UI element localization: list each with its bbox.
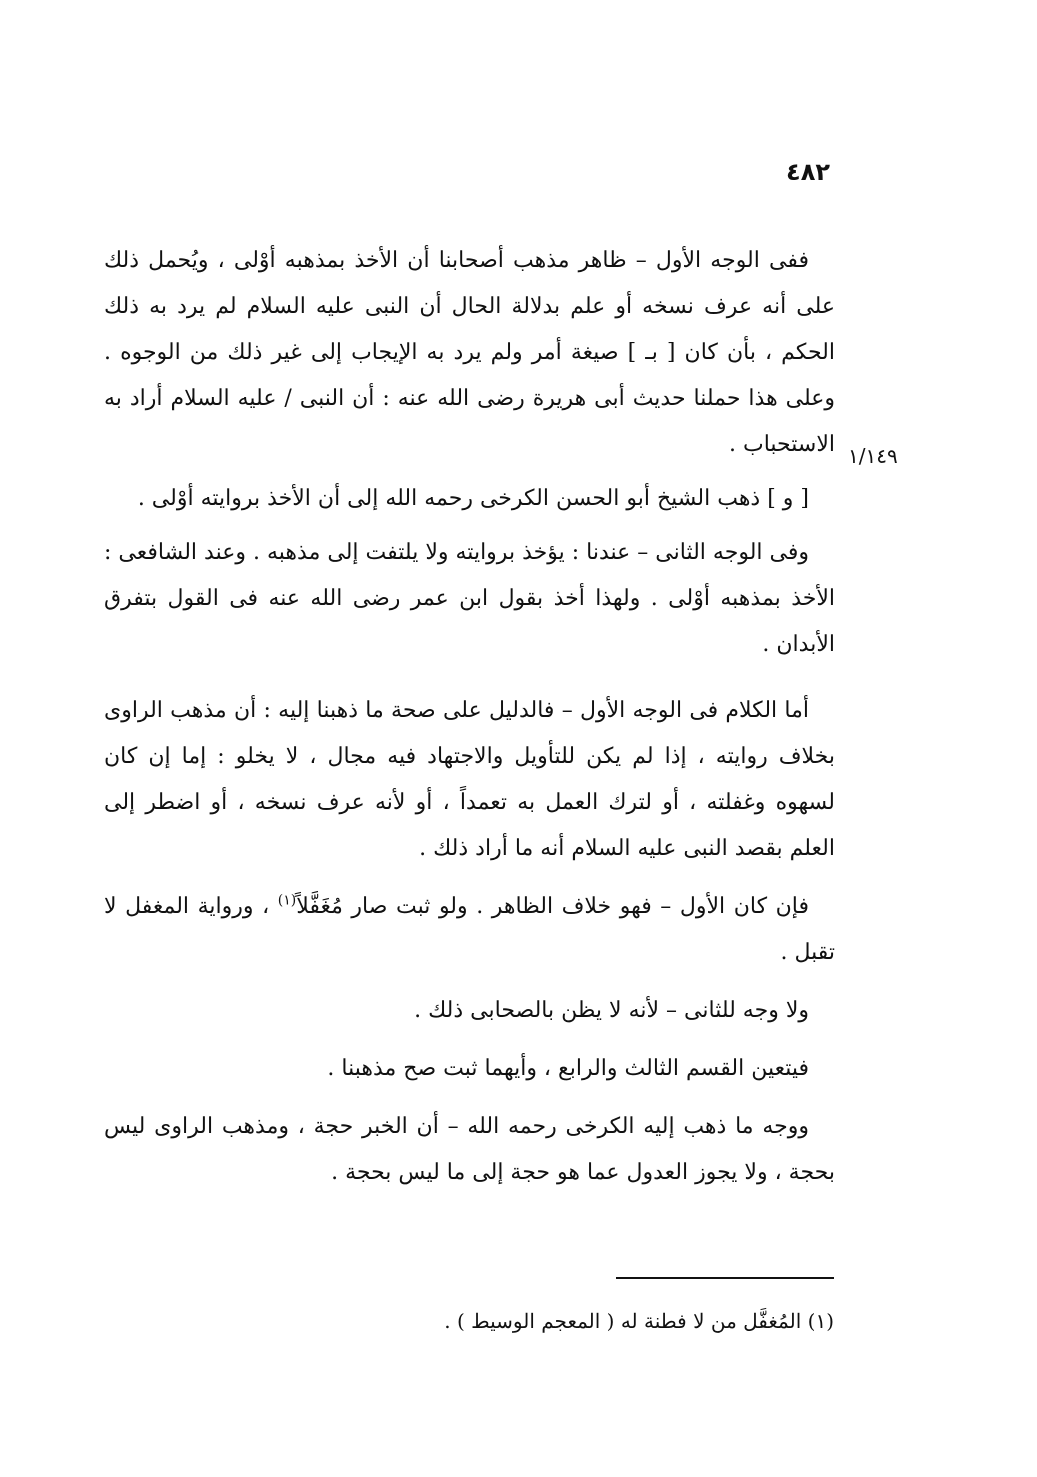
page-number: ٤٨٢: [786, 158, 830, 186]
paragraph-1: ففى الوجه الأول – ظاهر مذهب أصحابنا أن الأخذ بمذهبه أوْلى ، ويُحمل ذلك على أنه عرف نسخه أو علم بدلالة الحال أن النبى عليه السلام لم يرد به ذلك الحكم ، بأن كان [ بـ ] صيغة أمر ولم يرد به الإيجاب إلى غير ذلك من الوجوه . وعلى هذا حملنا حديث أبى هريرة رضى الله عنه : أن النبى / عليه السلام أراد به الاستحباب .: [104, 248, 835, 457]
paragraph-5-text-after: ، ورواية المغفل لا تقبل .: [104, 894, 835, 965]
footnote: (١) المُغفَّل من لا فطنة له ( المعجم الوسيط ) .: [444, 1309, 834, 1333]
paragraph-3: وفى الوجه الثانى – عندنا : يؤخذ بروايته ولا يلتفت إلى مذهبه . وعند الشافعى : الأخذ بمذهبه أوْلى . ولهذا أخذ بقول ابن عمر رضى الله عنه فى القول بتفرق الأبدان .: [104, 540, 835, 657]
footnote-marker: (١): [277, 892, 297, 909]
paragraph-6: ولا وجه للثانى – لأنه لا يظن بالصحابى ذلك .: [414, 998, 809, 1023]
margin-reference: ١/١٤٩: [848, 444, 898, 468]
paragraph-2: [ و ] ذهب الشيخ أبو الحسن الكرخى رحمه الله إلى أن الأخذ بروايته أوْلى .: [137, 486, 809, 511]
paragraph-5: [104, 884, 835, 976]
body-text: [104, 238, 835, 1196]
footnote-divider: [616, 1277, 834, 1279]
paragraph-4: أما الكلام فى الوجه الأول – فالدليل على صحة ما ذهبنا إليه : أن مذهب الراوى بخلاف روايته ، إذا لم يكن للتأويل والاجتهاد فيه مجال ، لا يخلو : إما إن كان لسهوه وغفلته ، أو لترك العمل به تعمداً ، أو لأنه عرف نسخه ، أو اضطر إلى العلم بقصد النبى عليه السلام أنه ما أراد ذلك .: [104, 698, 835, 861]
paragraph-8: ووجه ما ذهب إليه الكرخى رحمه الله – أن الخبر حجة ، ومذهب الراوى ليس بحجة ، ولا يجوز العدول عما هو حجة إلى ما ليس بحجة .: [104, 1114, 835, 1185]
paragraph-7: فيتعين القسم الثالث والرابع ، وأيهما ثبت صح مذهبنا .: [327, 1056, 809, 1081]
paragraph-5-text-before: فإن كان الأول – فهو خلاف الظاهر . ولو ثبت صار مُغَفَّلاً: [296, 894, 809, 919]
